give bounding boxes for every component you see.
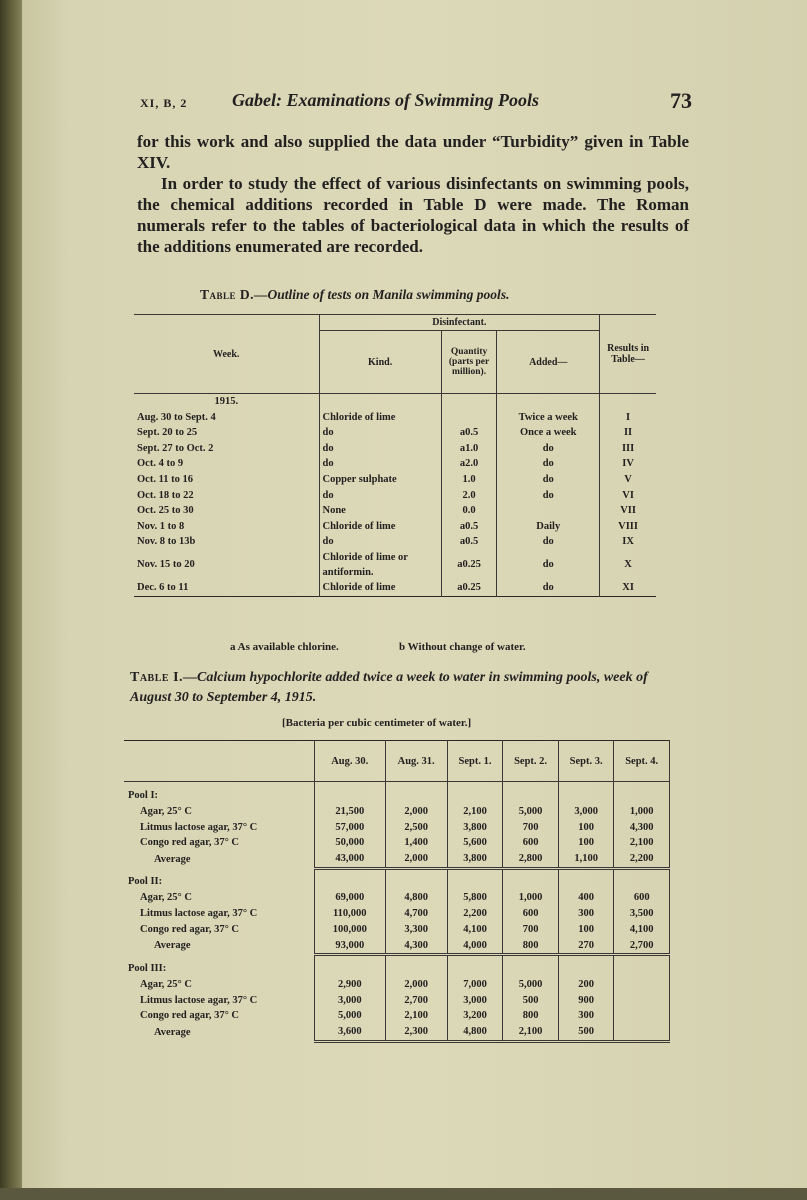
value-cell: 1,000 bbox=[614, 804, 670, 820]
value-cell: 100 bbox=[558, 820, 614, 836]
average-value: 4,000 bbox=[447, 938, 503, 955]
table-row bbox=[124, 890, 670, 906]
value-cell: 69,000 bbox=[315, 890, 386, 906]
added-cell: Twice a week bbox=[497, 410, 600, 426]
quantity-cell: a2.0 bbox=[441, 456, 497, 472]
value-cell: 100 bbox=[558, 835, 614, 851]
value-cell: 4,100 bbox=[447, 922, 503, 938]
empty-cell bbox=[558, 955, 614, 977]
table-d-row bbox=[134, 503, 656, 519]
paragraph-1: for this work and also supplied the data under “Turbidity” given in Table XIV. bbox=[137, 132, 689, 172]
kind-cell: Chloride of lime bbox=[319, 519, 441, 535]
table-row bbox=[124, 835, 670, 851]
average-value: 4,300 bbox=[385, 938, 447, 955]
week-cell: Oct. 4 to 9 bbox=[134, 456, 319, 472]
week-cell: Nov. 8 to 13b bbox=[134, 534, 319, 550]
value-cell: 2,200 bbox=[447, 906, 503, 922]
col-disinfectant: Disinfectant. bbox=[319, 315, 600, 331]
col-week: Week. bbox=[134, 315, 319, 394]
value-cell: 110,000 bbox=[315, 906, 386, 922]
average-value: 1,100 bbox=[558, 851, 614, 868]
quantity-cell: a0.5 bbox=[441, 519, 497, 535]
table-d-row bbox=[134, 472, 656, 488]
empty-cell bbox=[447, 868, 503, 890]
week-cell: Sept. 27 to Oct. 2 bbox=[134, 441, 319, 457]
average-value: 2,000 bbox=[385, 851, 447, 868]
value-cell: 800 bbox=[503, 1008, 559, 1024]
value-cell: 300 bbox=[558, 906, 614, 922]
value-cell: 2,000 bbox=[385, 977, 447, 993]
added-cell: do bbox=[497, 472, 600, 488]
value-cell: 900 bbox=[558, 993, 614, 1009]
results-cell: I bbox=[600, 410, 656, 426]
average-value: 2,800 bbox=[503, 851, 559, 868]
empty-cell bbox=[558, 868, 614, 890]
medium-label: Litmus lactose agar, 37° C bbox=[124, 993, 315, 1009]
value-cell: 3,000 bbox=[315, 993, 386, 1009]
added-cell bbox=[497, 503, 600, 519]
running-title: Gabel: Examinations of Swimming Pools bbox=[232, 90, 540, 110]
added-cell: do bbox=[497, 456, 600, 472]
week-cell: Nov. 15 to 20 bbox=[134, 550, 319, 580]
table-row bbox=[124, 820, 670, 836]
value-cell: 300 bbox=[558, 1008, 614, 1024]
col-quantity: Quantity (parts per million). bbox=[441, 331, 497, 394]
week-cell: Nov. 1 to 8 bbox=[134, 519, 319, 535]
empty-cell bbox=[558, 782, 614, 804]
footnote-a: a As available chlorine. bbox=[230, 641, 339, 653]
value-cell: 57,000 bbox=[315, 820, 386, 836]
kind-cell: do bbox=[319, 534, 441, 550]
average-label: Average bbox=[124, 851, 315, 868]
average-value: 500 bbox=[558, 1024, 614, 1041]
table-d-row bbox=[134, 550, 656, 580]
quantity-cell: a0.25 bbox=[441, 550, 497, 580]
empty-cell bbox=[385, 868, 447, 890]
pool-name: Pool II: bbox=[124, 868, 315, 890]
average-value: 3,600 bbox=[315, 1024, 386, 1041]
week-cell: Oct. 25 to 30 bbox=[134, 503, 319, 519]
value-cell: 5,000 bbox=[315, 1008, 386, 1024]
kind-cell: do bbox=[319, 441, 441, 457]
year-label: 1915. bbox=[134, 394, 319, 410]
medium-label: Agar, 25° C bbox=[124, 890, 315, 906]
table-d-row bbox=[134, 456, 656, 472]
kind-cell: do bbox=[319, 425, 441, 441]
pool-name: Pool I: bbox=[124, 782, 315, 804]
added-cell: Daily bbox=[497, 519, 600, 535]
value-cell: 100,000 bbox=[315, 922, 386, 938]
empty-cell bbox=[447, 955, 503, 977]
empty-cell bbox=[315, 955, 386, 977]
added-cell: do bbox=[497, 580, 600, 596]
date-column-header: Sept. 3. bbox=[558, 741, 614, 782]
value-cell: 50,000 bbox=[315, 835, 386, 851]
table-row bbox=[124, 804, 670, 820]
quantity-cell: a0.5 bbox=[441, 534, 497, 550]
results-cell: III bbox=[600, 441, 656, 457]
value-cell: 4,300 bbox=[614, 820, 670, 836]
table-d-row bbox=[134, 534, 656, 550]
average-value bbox=[614, 1024, 670, 1041]
added-cell: do bbox=[497, 550, 600, 580]
table-d-row bbox=[134, 441, 656, 457]
footnote-b: b Without change of water. bbox=[399, 641, 526, 653]
scan-bottom-edge bbox=[0, 1188, 807, 1200]
results-cell: XI bbox=[600, 580, 656, 596]
table-row bbox=[124, 922, 670, 938]
quantity-cell: 2.0 bbox=[441, 488, 497, 504]
value-cell: 400 bbox=[558, 890, 614, 906]
added-cell: do bbox=[497, 488, 600, 504]
average-value: 2,100 bbox=[503, 1024, 559, 1041]
value-cell: 3,300 bbox=[385, 922, 447, 938]
col-added: Added— bbox=[497, 331, 600, 394]
kind-cell: do bbox=[319, 456, 441, 472]
value-cell: 5,600 bbox=[447, 835, 503, 851]
value-cell: 1,000 bbox=[503, 890, 559, 906]
empty-cell bbox=[503, 868, 559, 890]
table-d-caption: Table D.—Outline of tests on Manila swimming pools. bbox=[200, 287, 510, 302]
results-cell: IV bbox=[600, 456, 656, 472]
date-column-header: Aug. 31. bbox=[385, 741, 447, 782]
average-value: 270 bbox=[558, 938, 614, 955]
stub-header bbox=[124, 741, 315, 782]
date-column-header: Sept. 4. bbox=[614, 741, 670, 782]
table-d bbox=[134, 314, 656, 597]
quantity-cell: a0.25 bbox=[441, 580, 497, 596]
page-number: 73 bbox=[670, 88, 692, 113]
col-results: Results in Table— bbox=[600, 315, 656, 394]
quantity-cell bbox=[441, 410, 497, 426]
pool-row bbox=[124, 868, 670, 890]
table-row bbox=[124, 1008, 670, 1024]
quantity-cell: 0.0 bbox=[441, 503, 497, 519]
average-row bbox=[124, 938, 670, 955]
empty-cell bbox=[447, 782, 503, 804]
quantity-cell: a0.5 bbox=[441, 425, 497, 441]
value-cell: 5,000 bbox=[503, 977, 559, 993]
value-cell: 100 bbox=[558, 922, 614, 938]
value-cell: 1,400 bbox=[385, 835, 447, 851]
average-value: 800 bbox=[503, 938, 559, 955]
book-spine bbox=[0, 0, 24, 1200]
average-value: 3,800 bbox=[447, 851, 503, 868]
quantity-cell: a1.0 bbox=[441, 441, 497, 457]
medium-label: Congo red agar, 37° C bbox=[124, 922, 315, 938]
empty-cell bbox=[614, 955, 670, 977]
kind-cell: Chloride of lime or antiformin. bbox=[319, 550, 441, 580]
value-cell: 4,700 bbox=[385, 906, 447, 922]
average-value: 4,800 bbox=[447, 1024, 503, 1041]
value-cell: 200 bbox=[558, 977, 614, 993]
table-d-row bbox=[134, 410, 656, 426]
medium-label: Litmus lactose agar, 37° C bbox=[124, 906, 315, 922]
value-cell: 600 bbox=[503, 835, 559, 851]
kind-cell: Copper sulphate bbox=[319, 472, 441, 488]
value-cell: 21,500 bbox=[315, 804, 386, 820]
empty-cell bbox=[614, 868, 670, 890]
table-row bbox=[124, 993, 670, 1009]
table-d-row bbox=[134, 519, 656, 535]
value-cell: 2,100 bbox=[614, 835, 670, 851]
value-cell: 2,100 bbox=[447, 804, 503, 820]
week-cell: Sept. 20 to 25 bbox=[134, 425, 319, 441]
week-cell: Oct. 11 to 16 bbox=[134, 472, 319, 488]
results-cell: X bbox=[600, 550, 656, 580]
value-cell: 4,800 bbox=[385, 890, 447, 906]
value-cell: 3,500 bbox=[614, 906, 670, 922]
value-cell: 700 bbox=[503, 820, 559, 836]
added-cell: Once a week bbox=[497, 425, 600, 441]
empty-cell bbox=[503, 955, 559, 977]
table-d-row bbox=[134, 488, 656, 504]
week-cell: Oct. 18 to 22 bbox=[134, 488, 319, 504]
running-header bbox=[140, 88, 690, 118]
value-cell bbox=[614, 993, 670, 1009]
table-row bbox=[124, 977, 670, 993]
medium-label: Agar, 25° C bbox=[124, 804, 315, 820]
average-value: 2,200 bbox=[614, 851, 670, 868]
table-1-subtitle: [Bacteria per cubic centimeter of water.] bbox=[282, 717, 472, 729]
kind-cell: None bbox=[319, 503, 441, 519]
average-value: 2,300 bbox=[385, 1024, 447, 1041]
value-cell: 7,000 bbox=[447, 977, 503, 993]
added-cell: do bbox=[497, 534, 600, 550]
results-cell: VIII bbox=[600, 519, 656, 535]
average-label: Average bbox=[124, 1024, 315, 1041]
value-cell: 3,200 bbox=[447, 1008, 503, 1024]
average-value: 43,000 bbox=[315, 851, 386, 868]
kind-cell: Chloride of lime bbox=[319, 410, 441, 426]
pool-row bbox=[124, 782, 670, 804]
value-cell: 2,100 bbox=[385, 1008, 447, 1024]
results-cell: VII bbox=[600, 503, 656, 519]
results-cell: II bbox=[600, 425, 656, 441]
value-cell: 5,800 bbox=[447, 890, 503, 906]
date-column-header: Sept. 1. bbox=[447, 741, 503, 782]
value-cell: 3,000 bbox=[558, 804, 614, 820]
empty-cell bbox=[385, 782, 447, 804]
average-value: 93,000 bbox=[315, 938, 386, 955]
value-cell: 2,000 bbox=[385, 804, 447, 820]
pool-name: Pool III: bbox=[124, 955, 315, 977]
table-1-caption: Table I.—Calcium hypochlorite added twice a week to water in swimming pools, week of August 30 to September 4, 1915. bbox=[130, 670, 648, 705]
average-row bbox=[124, 851, 670, 868]
empty-cell bbox=[503, 782, 559, 804]
value-cell bbox=[614, 977, 670, 993]
value-cell: 700 bbox=[503, 922, 559, 938]
value-cell: 600 bbox=[503, 906, 559, 922]
results-cell: VI bbox=[600, 488, 656, 504]
added-cell: do bbox=[497, 441, 600, 457]
table-d-row bbox=[134, 580, 656, 596]
kind-cell: Chloride of lime bbox=[319, 580, 441, 596]
average-row bbox=[124, 1024, 670, 1041]
value-cell: 3,800 bbox=[447, 820, 503, 836]
average-label: Average bbox=[124, 938, 315, 955]
section-number: XI, B, 2 bbox=[140, 96, 188, 110]
table-1 bbox=[124, 740, 670, 1043]
week-cell: Aug. 30 to Sept. 4 bbox=[134, 410, 319, 426]
table-d-row bbox=[134, 425, 656, 441]
medium-label: Congo red agar, 37° C bbox=[124, 1008, 315, 1024]
value-cell: 4,100 bbox=[614, 922, 670, 938]
pool-row bbox=[124, 955, 670, 977]
empty-cell bbox=[315, 782, 386, 804]
value-cell bbox=[614, 1008, 670, 1024]
date-column-header: Aug. 30. bbox=[315, 741, 386, 782]
paragraph-2: In order to study the effect of various disinfectants on swimming pools, the chemical additions recorded in Table D were made. The Roman numerals refer to the tables of bacteriological data in which the results of the additions enumerated are recorded. bbox=[137, 174, 689, 256]
results-cell: V bbox=[600, 472, 656, 488]
value-cell: 2,500 bbox=[385, 820, 447, 836]
empty-cell bbox=[385, 955, 447, 977]
table-row bbox=[124, 906, 670, 922]
medium-label: Congo red agar, 37° C bbox=[124, 835, 315, 851]
value-cell: 3,000 bbox=[447, 993, 503, 1009]
col-kind: Kind. bbox=[319, 331, 441, 394]
value-cell: 600 bbox=[614, 890, 670, 906]
value-cell: 500 bbox=[503, 993, 559, 1009]
empty-cell bbox=[315, 868, 386, 890]
medium-label: Litmus lactose agar, 37° C bbox=[124, 820, 315, 836]
value-cell: 5,000 bbox=[503, 804, 559, 820]
value-cell: 2,700 bbox=[385, 993, 447, 1009]
average-value: 2,700 bbox=[614, 938, 670, 955]
value-cell: 2,900 bbox=[315, 977, 386, 993]
week-cell: Dec. 6 to 11 bbox=[134, 580, 319, 596]
empty-cell bbox=[614, 782, 670, 804]
medium-label: Agar, 25° C bbox=[124, 977, 315, 993]
results-cell: IX bbox=[600, 534, 656, 550]
quantity-cell: 1.0 bbox=[441, 472, 497, 488]
date-column-header: Sept. 2. bbox=[503, 741, 559, 782]
kind-cell: do bbox=[319, 488, 441, 504]
